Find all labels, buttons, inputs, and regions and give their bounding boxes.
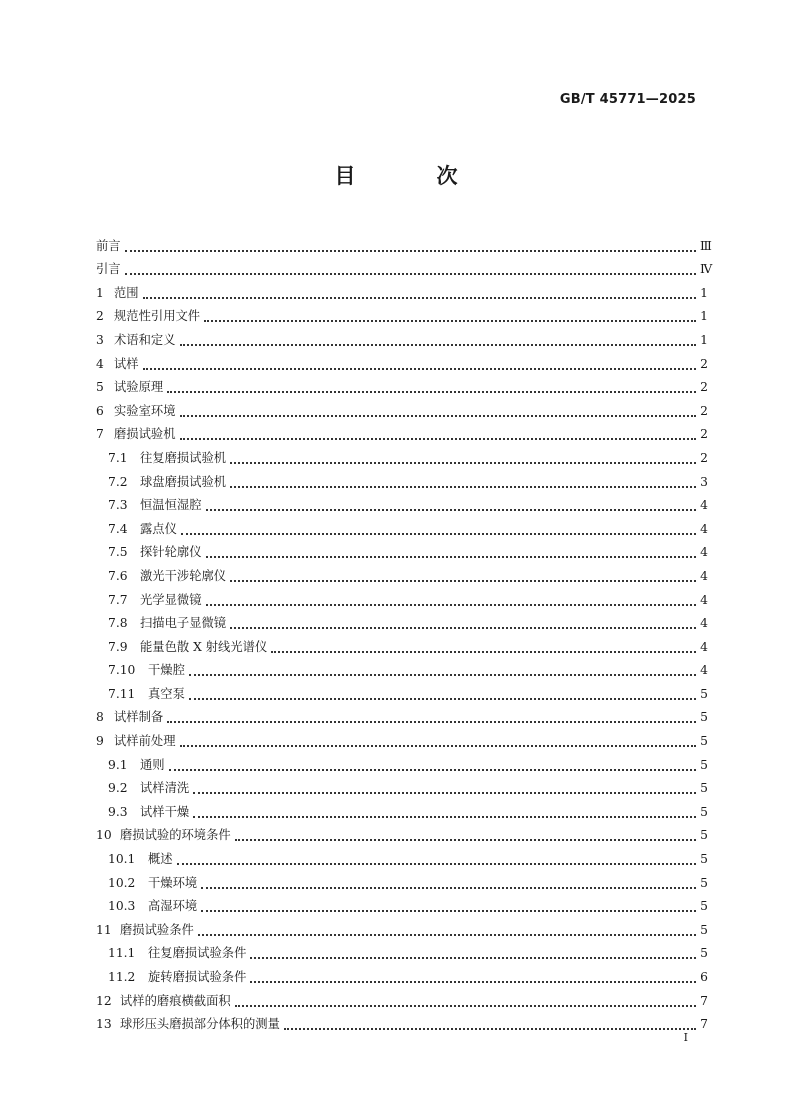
toc-entry-page: 2 <box>700 380 708 395</box>
toc-entry-label <box>96 356 139 372</box>
toc-entry-label <box>96 238 121 254</box>
toc-entry-title: 干燥环境 <box>148 875 198 890</box>
toc-entry[interactable] <box>96 254 713 278</box>
toc-entry[interactable] <box>96 914 708 938</box>
toc-entry-title: 干燥腔 <box>148 663 185 678</box>
toc-entry-title: 球形压头磨损部分体积的测量 <box>120 1017 280 1032</box>
toc-entry-label <box>108 757 165 773</box>
toc-entry-page: 5 <box>700 828 708 843</box>
toc-entry-label <box>108 780 189 796</box>
toc-entry-title: 高湿环境 <box>148 899 198 914</box>
toc-entry-label <box>108 662 185 678</box>
toc-entry-label <box>108 851 173 867</box>
dot-leader <box>143 357 696 370</box>
toc-entry-number: 9.3 <box>108 804 128 819</box>
toc-entry[interactable] <box>96 678 708 702</box>
toc-entry-number: 7.8 <box>108 616 128 631</box>
toc-entry-title: 试样 <box>114 356 139 371</box>
toc-entry[interactable] <box>96 395 708 419</box>
toc-entry-page: Ⅲ <box>700 238 712 253</box>
toc-entry-number: 6 <box>96 403 104 418</box>
toc-entry[interactable] <box>96 749 708 773</box>
dot-leader <box>193 781 696 794</box>
dot-leader <box>177 852 696 865</box>
toc-entry-number: 9.1 <box>108 757 128 772</box>
toc-entry-page: 5 <box>700 686 708 701</box>
toc-entry-page: 2 <box>700 450 708 465</box>
toc-entry[interactable] <box>96 631 708 655</box>
toc-entry-title: 光学显微镜 <box>140 592 202 607</box>
toc-entry-number: 8 <box>96 710 104 725</box>
toc-entry-number: 10 <box>96 828 112 843</box>
toc-entry-number: 7.7 <box>108 592 128 607</box>
toc-entry-page: 4 <box>700 639 708 654</box>
dot-leader <box>206 498 697 511</box>
toc-entry-page: 5 <box>700 875 708 890</box>
toc-entry-number: 5 <box>96 380 104 395</box>
toc-entry-label <box>96 332 176 348</box>
dot-leader <box>250 946 696 959</box>
standard-code: GB/T 45771—2025 <box>559 92 696 107</box>
toc-entry-page: 7 <box>700 993 708 1008</box>
toc-entry-title: 恒温恒湿腔 <box>140 498 202 513</box>
toc-entry-title: 引言 <box>96 262 121 277</box>
toc-entry-label <box>108 639 267 655</box>
toc-entry-page: 5 <box>700 781 708 796</box>
toc-entry-number: 7.5 <box>108 545 128 560</box>
toc-entry-number: 10.2 <box>108 875 136 890</box>
toc-entry-number: 7.9 <box>108 639 128 654</box>
toc-entry-page: 4 <box>700 568 708 583</box>
dot-leader <box>180 333 697 346</box>
toc-entry-number: 7.2 <box>108 474 128 489</box>
toc-entry-page: 5 <box>700 899 708 914</box>
toc-entry-label <box>108 686 185 702</box>
toc-entry-page: 4 <box>700 616 708 631</box>
toc-entry-label <box>108 875 197 891</box>
toc-entry-page: 1 <box>700 332 708 347</box>
toc-entry-title: 能量色散 X 射线光谱仪 <box>140 639 268 654</box>
toc-entry-number: 7.11 <box>108 686 136 701</box>
toc-entry-label <box>96 403 176 419</box>
toc-entry-page: 2 <box>700 356 708 371</box>
toc-entry-number: 7.6 <box>108 568 128 583</box>
toc-entry[interactable] <box>96 773 708 797</box>
dot-leader <box>181 522 696 535</box>
dot-leader <box>206 545 697 558</box>
toc-entry-number: 10.1 <box>108 852 136 867</box>
toc-entry-label <box>96 733 176 749</box>
dot-leader <box>125 262 696 275</box>
toc-entry-number: 7.1 <box>108 450 128 465</box>
toc-entry-page: 1 <box>700 309 708 324</box>
toc-entry[interactable] <box>96 985 708 1009</box>
toc-entry-title: 磨损试验的环境条件 <box>120 828 231 843</box>
toc-entry-number: 7.10 <box>108 663 136 678</box>
toc-entry[interactable] <box>96 608 708 632</box>
dot-leader <box>167 710 696 723</box>
toc-entry-title: 球盘磨损试验机 <box>140 474 227 489</box>
toc-entry-label <box>96 993 231 1009</box>
dot-leader <box>230 475 696 488</box>
toc-entry-number: 11 <box>96 922 112 937</box>
toc-entry[interactable] <box>96 230 712 254</box>
toc-entry[interactable] <box>96 466 708 490</box>
toc-entry[interactable] <box>96 277 708 301</box>
toc-entry-page: 5 <box>700 804 708 819</box>
dot-leader <box>230 569 696 582</box>
toc-entry-number: 13 <box>96 1017 112 1032</box>
toc-entry-label <box>96 709 163 725</box>
toc-entry-title: 范围 <box>114 285 139 300</box>
dot-leader <box>193 805 696 818</box>
toc-entry[interactable] <box>96 324 708 348</box>
toc-entry-page: 5 <box>700 734 708 749</box>
toc-entry-label <box>108 568 226 584</box>
toc-entry-title: 试验原理 <box>114 380 164 395</box>
toc-entry-label <box>108 474 226 490</box>
dot-leader <box>125 239 696 252</box>
toc-entry[interactable] <box>96 1009 708 1033</box>
toc-entry[interactable] <box>96 419 708 443</box>
toc-entry-page: 1 <box>700 285 708 300</box>
toc-entry[interactable] <box>96 372 708 396</box>
dot-leader <box>169 758 696 771</box>
toc-entry-label <box>108 615 226 631</box>
toc-entry-page: 6 <box>700 970 708 984</box>
toc-entry-page: 2 <box>700 403 708 418</box>
toc-entry-label <box>96 261 121 277</box>
toc-entry-page: 2 <box>700 427 708 442</box>
toc-entry[interactable] <box>96 702 708 726</box>
toc-entry-page: 5 <box>700 946 708 961</box>
toc-entry-label <box>108 497 202 513</box>
dot-leader <box>180 427 697 440</box>
toc-entry-label <box>108 521 177 537</box>
toc-entry-number: 9 <box>96 734 104 749</box>
dot-leader <box>284 1017 696 1030</box>
toc-entry-label <box>108 804 189 820</box>
toc-entry-page: 4 <box>700 498 708 513</box>
toc-entry-title: 概述 <box>148 852 173 867</box>
toc-entry[interactable] <box>96 301 708 325</box>
toc-entry-number: 11.1 <box>108 946 136 961</box>
toc-entry-label <box>108 945 246 961</box>
toc-entry-number: 12 <box>96 993 112 1008</box>
toc-entry-title: 磨损试验条件 <box>120 922 194 937</box>
toc-entry[interactable] <box>96 820 708 844</box>
dot-leader <box>201 899 696 912</box>
toc-entry[interactable] <box>96 938 708 962</box>
toc-entry-title: 往复磨损试验机 <box>140 450 227 465</box>
toc-entry-title: 术语和定义 <box>114 332 176 347</box>
toc-entry-title: 试样清洗 <box>140 781 190 796</box>
toc-entry-label <box>96 379 163 395</box>
dot-leader <box>230 616 696 629</box>
toc-entry-label <box>108 450 226 466</box>
toc-entry-page: 4 <box>700 545 708 560</box>
toc-entry-title: 露点仪 <box>140 521 177 536</box>
toc-entry-number: 7.4 <box>108 521 128 536</box>
toc-entry-page: 5 <box>700 757 708 772</box>
toc-entry-title: 试样干燥 <box>140 804 190 819</box>
toc-entry[interactable] <box>96 513 708 537</box>
page-number: I <box>683 1031 688 1044</box>
toc-entry-title: 旋转磨损试验条件 <box>148 970 247 984</box>
dot-leader <box>271 640 696 653</box>
dot-leader <box>230 451 696 464</box>
dot-leader <box>143 286 696 299</box>
toc-entry[interactable] <box>96 348 708 372</box>
toc-entry-title: 试样的磨痕横截面积 <box>120 993 231 1008</box>
toc-entry-number: 3 <box>96 332 104 347</box>
toc-entry-page: 4 <box>700 521 708 536</box>
toc-entry-label <box>96 1016 280 1032</box>
toc-entry-page: 3 <box>700 474 708 489</box>
dot-leader <box>180 734 697 747</box>
toc-entry-label <box>96 827 231 843</box>
toc-entry-number: 10.3 <box>108 899 136 914</box>
toc-entry-number: 7 <box>96 427 104 442</box>
toc-entry[interactable] <box>96 725 708 749</box>
dot-leader <box>204 309 696 322</box>
dot-leader <box>189 687 696 700</box>
toc-entry-title: 规范性引用文件 <box>114 309 201 324</box>
toc-entry-title: 激光干涉轮廓仪 <box>140 568 227 583</box>
toc-entry[interactable] <box>96 891 708 915</box>
toc-entry-title: 实验室环境 <box>114 403 176 418</box>
toc-entry-label <box>96 285 139 301</box>
dot-leader <box>189 663 696 676</box>
toc-entry-number: 1 <box>96 285 104 300</box>
dot-leader <box>235 828 696 841</box>
toc-entry[interactable] <box>96 655 708 679</box>
toc-entry-title: 探针轮廓仪 <box>140 545 202 560</box>
toc-entry-title: 往复磨损试验条件 <box>148 946 247 961</box>
toc-entry-number: 4 <box>96 356 104 371</box>
toc-entry-number: 9.2 <box>108 781 128 796</box>
dot-leader <box>235 994 696 1007</box>
toc-entry[interactable] <box>96 442 708 466</box>
toc-entry[interactable] <box>96 560 708 584</box>
toc-entry-label <box>108 969 246 985</box>
toc-entry-title: 试样制备 <box>114 710 164 725</box>
page-title: 目 次 <box>334 164 488 188</box>
toc-entry[interactable] <box>96 584 708 608</box>
toc-entry-label <box>108 592 202 608</box>
toc-entry[interactable] <box>96 961 708 985</box>
toc-entry-title: 试样前处理 <box>114 734 176 749</box>
dot-leader <box>206 593 697 606</box>
toc-entry-page: 5 <box>700 710 708 725</box>
dot-leader <box>201 876 696 889</box>
toc-entry[interactable] <box>96 843 708 867</box>
toc-entry-title: 磨损试验机 <box>114 427 176 442</box>
dot-leader <box>250 970 696 983</box>
toc-entry-number: 2 <box>96 309 104 324</box>
toc-entry-label <box>96 922 194 938</box>
table-of-contents <box>96 230 713 1032</box>
toc-entry-page: 5 <box>700 852 708 867</box>
toc-entry-title: 扫描电子显微镜 <box>140 616 227 631</box>
toc-entry-page: 7 <box>700 1017 708 1032</box>
toc-entry-page: 4 <box>700 592 708 607</box>
toc-entry-page: 5 <box>700 922 708 937</box>
toc-entry-title: 真空泵 <box>148 686 185 701</box>
toc-entry-number: 11.2 <box>108 970 136 984</box>
dot-leader <box>198 923 696 936</box>
toc-entry[interactable] <box>96 490 708 514</box>
toc-entry-label <box>108 544 202 560</box>
toc-entry-page: Ⅳ <box>700 262 713 277</box>
toc-entry-label <box>96 426 176 442</box>
toc-entry-label <box>108 898 197 914</box>
dot-leader <box>167 380 696 393</box>
toc-entry-page: 4 <box>700 663 708 678</box>
toc-entry[interactable] <box>96 867 708 891</box>
toc-entry-label <box>96 308 200 324</box>
dot-leader <box>180 404 697 417</box>
toc-entry[interactable] <box>96 537 708 561</box>
toc-entry[interactable] <box>96 796 708 820</box>
toc-entry-title: 前言 <box>96 238 121 253</box>
toc-entry-number: 7.3 <box>108 498 128 513</box>
toc-entry-title: 通则 <box>140 757 165 772</box>
